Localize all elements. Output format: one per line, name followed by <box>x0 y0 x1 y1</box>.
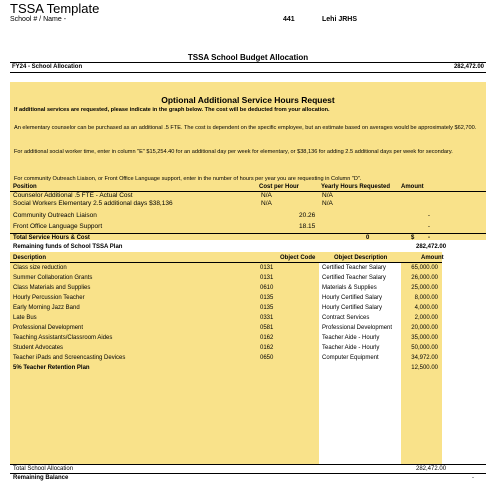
column-plan-amount: Amount <box>421 255 444 261</box>
counselor-note: An elementary counselor can be purchased as an additional .5 FTE. The cost is dependent on the specific employee, but an estimate based on averages would be approximately $62,700. <box>14 125 477 131</box>
school-number: 441 <box>283 16 295 23</box>
column-position: Position <box>13 184 37 190</box>
plan-object-code[interactable]: 0135 <box>260 305 274 311</box>
request-amount: - <box>427 223 430 230</box>
plan-description[interactable]: Student Advocates <box>13 345 64 351</box>
request-table-header <box>10 183 486 191</box>
plan-amount[interactable]: 35,000.00 <box>411 335 438 341</box>
social-worker-note: For additional social worker time, enter in column "E" $15,254.40 for an additional day per week for elementary, or $38,136 for adding 2.5 additional days per week for secondary. <box>14 149 453 155</box>
plan-object-code[interactable]: 0581 <box>260 325 274 331</box>
plan-total-row <box>10 465 486 473</box>
plan-object-code[interactable]: 0162 <box>260 335 274 341</box>
liaison-note: For community Outreach Liaison, or Front Office Language support, enter in the number of hours per year you are requesting in Column "D". <box>14 176 362 182</box>
school-label: School # / Name - <box>10 16 67 23</box>
plan-row <box>10 324 486 332</box>
column-object-code: Object Code <box>280 255 316 261</box>
request-cost[interactable]: N/A <box>261 200 272 207</box>
plan-description[interactable]: Early Morning Jazz Band <box>13 305 80 311</box>
column-description: Description <box>13 255 47 261</box>
remaining-funds-row <box>10 243 486 251</box>
request-total-amount: - <box>428 235 430 241</box>
plan-amount[interactable]: 34,972.00 <box>411 355 438 361</box>
plan-amount[interactable]: 12,500.00 <box>411 365 438 371</box>
column-object-description: Object Description <box>334 255 388 261</box>
plan-object-description: Hourly Certified Salary <box>322 305 383 311</box>
plan-table-header <box>10 254 486 262</box>
plan-description[interactable]: Teaching Assistants/Classroom Aides <box>13 335 113 341</box>
plan-description[interactable]: Late Bus <box>13 315 37 321</box>
object-description-column <box>319 262 401 464</box>
plan-object-description: Professional Development <box>322 325 393 331</box>
request-amount: - <box>427 212 430 219</box>
request-hours[interactable]: N/A <box>322 192 333 199</box>
plan-row <box>10 284 486 292</box>
allocation-row <box>10 63 486 71</box>
allocation-heading: TSSA School Budget Allocation <box>187 53 309 62</box>
plan-row <box>10 344 486 352</box>
request-total-row <box>10 234 486 242</box>
plan-amount[interactable]: 50,000.00 <box>411 345 438 351</box>
request-row <box>10 212 486 220</box>
plan-row <box>10 304 486 312</box>
plan-row <box>10 354 486 362</box>
plan-row <box>10 264 486 272</box>
allocation-rule-bottom <box>10 72 486 73</box>
remaining-funds-label: Remaining funds of School TSSA Plan <box>13 244 123 250</box>
plan-amount[interactable]: 4,000.00 <box>414 305 438 311</box>
request-total-currency: $ <box>411 235 415 241</box>
request-cost[interactable]: N/A <box>261 192 272 199</box>
plan-amount[interactable]: 65,000.00 <box>411 265 438 271</box>
request-total-label: Total Service Hours & Cost <box>13 235 90 241</box>
plan-row <box>10 334 486 342</box>
plan-object-description: Certified Teacher Salary <box>322 265 386 271</box>
request-hours[interactable]: N/A <box>322 200 333 207</box>
plan-object-code[interactable]: 0331 <box>260 315 274 321</box>
plan-row <box>10 364 486 372</box>
remaining-balance-amount: - <box>472 475 474 481</box>
remaining-balance-label: Remaining Balance <box>13 475 69 481</box>
plan-amount[interactable]: 26,000.00 <box>411 275 438 281</box>
plan-object-description: Teacher Aide - Hourly <box>322 335 380 341</box>
plan-object-code[interactable]: 0135 <box>260 295 274 301</box>
request-row <box>10 223 486 231</box>
plan-description[interactable]: Summer Collaboration Grants <box>13 275 93 281</box>
plan-object-code[interactable]: 0131 <box>260 265 274 271</box>
request-heading: Optional Additional Service Hours Request <box>161 95 335 105</box>
plan-object-description: Hourly Certified Salary <box>322 295 383 301</box>
plan-total-label: Total School Allocation <box>13 466 74 472</box>
plan-amount[interactable]: 25,000.00 <box>411 285 438 291</box>
request-total-hours: 0 <box>366 235 370 241</box>
plan-object-description: Computer Equipment <box>322 355 379 361</box>
allocation-label: FY24 - School Allocation <box>12 64 83 70</box>
plan-object-description: Teacher Aide - Hourly <box>322 345 380 351</box>
request-row <box>10 200 486 208</box>
plan-row <box>10 294 486 302</box>
plan-row <box>10 314 486 322</box>
column-cost: Cost per Hour <box>259 184 300 190</box>
plan-object-code[interactable]: 0650 <box>260 355 274 361</box>
plan-object-description: Certified Teacher Salary <box>322 275 386 281</box>
request-position: Social Workers Elementary 2.5 additional days $38,136 <box>13 200 173 207</box>
plan-description[interactable]: 5% Teacher Retention Plan <box>13 365 90 371</box>
plan-description[interactable]: Class size reduction <box>13 265 67 271</box>
request-cost: 20.26 <box>299 212 316 219</box>
column-amount: Amount <box>401 184 424 190</box>
plan-object-code[interactable]: 0131 <box>260 275 274 281</box>
plan-description[interactable]: Professional Development <box>13 325 84 331</box>
request-row <box>10 192 486 200</box>
remaining-balance-row <box>10 474 486 482</box>
plan-object-code[interactable]: 0610 <box>260 285 274 291</box>
plan-total-amount: 282,472.00 <box>416 466 447 472</box>
page-title: TSSA Template <box>10 1 100 16</box>
allocation-amount: 282,472.00 <box>453 64 484 70</box>
plan-description[interactable]: Hourly Percussion Teacher <box>13 295 85 301</box>
plan-object-code[interactable]: 0162 <box>260 345 274 351</box>
plan-description[interactable]: Class Materials and Supplies <box>13 285 91 291</box>
remaining-funds-amount: 282,472.00 <box>416 244 447 250</box>
plan-header-rule <box>10 262 442 263</box>
school-name: Lehi JRHS <box>322 16 358 23</box>
request-instruction: If additional services are requested, please indicate in the graph below. The cost will be deducted from your allocation. <box>14 107 330 113</box>
request-position: Front Office Language Support <box>13 223 103 230</box>
request-cost: 18.15 <box>299 223 316 230</box>
plan-amount[interactable]: 8,000.00 <box>414 295 438 301</box>
request-position: Community Outreach Liaison <box>13 212 97 219</box>
plan-object-description: Materials & Supplies <box>322 285 377 291</box>
plan-row <box>10 274 486 282</box>
plan-amount[interactable]: 2,000.00 <box>414 315 438 321</box>
plan-amount[interactable]: 20,000.00 <box>411 325 438 331</box>
request-position: Counselor Additional .5 FTE - Actual Cost <box>13 192 133 199</box>
plan-object-description: Contract Services <box>322 315 370 321</box>
column-hours: Yearly Hours Requested <box>321 184 391 190</box>
plan-description[interactable]: Teacher iPads and Screencasting Devices <box>13 355 126 361</box>
